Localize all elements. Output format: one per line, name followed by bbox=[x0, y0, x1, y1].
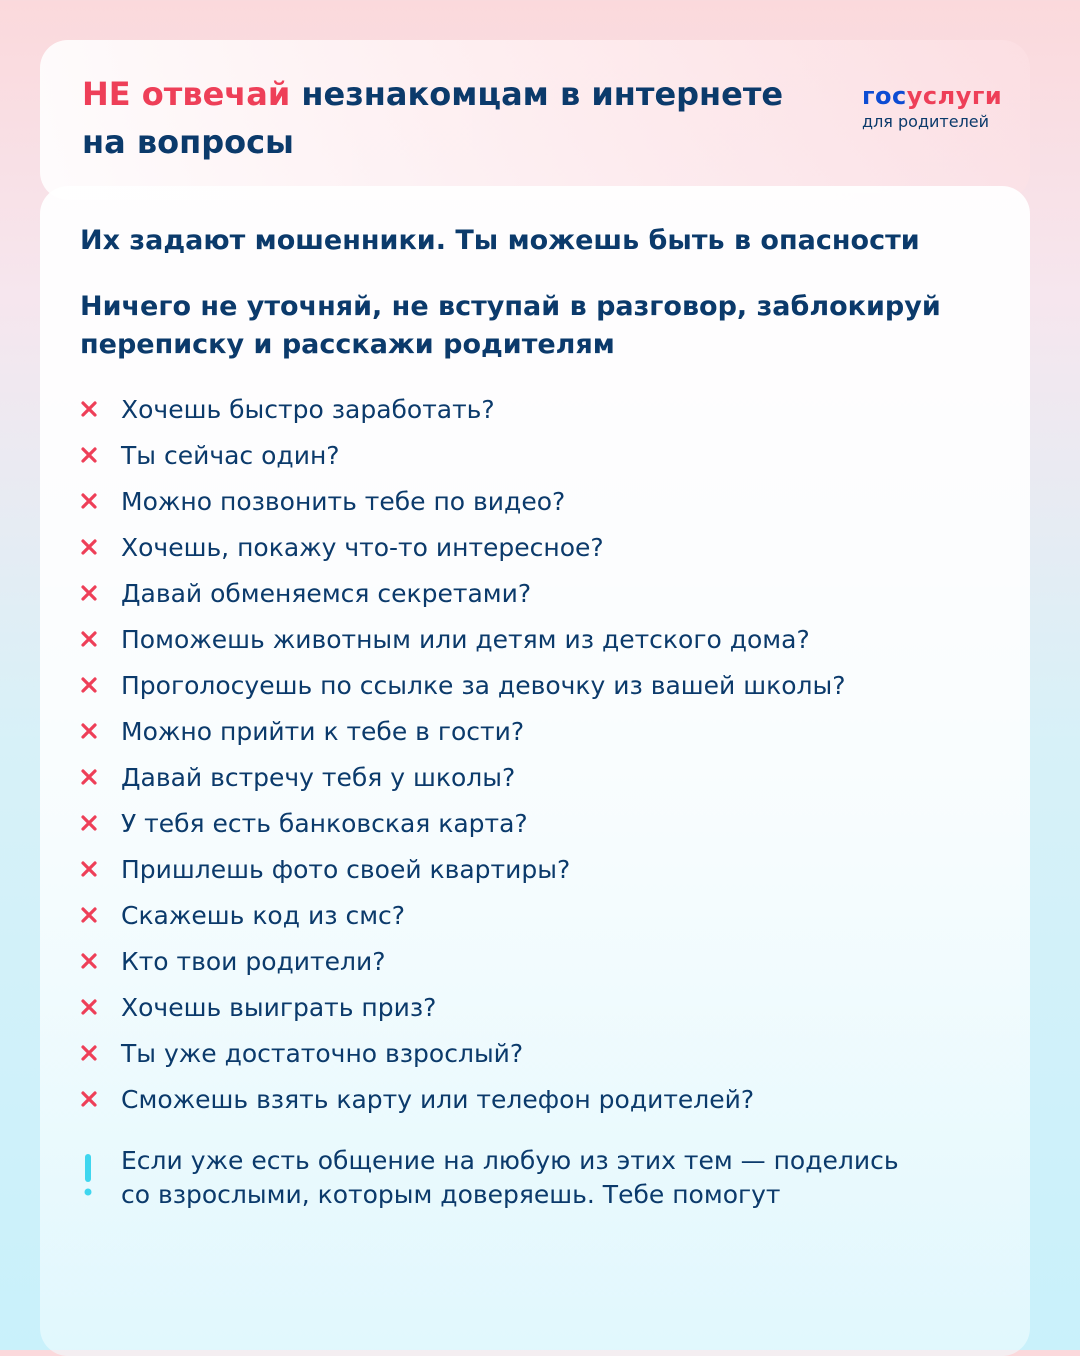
logo-part-uslugi: услуги bbox=[906, 82, 1003, 110]
logo-wordmark bbox=[862, 82, 1002, 110]
question-text: Давай встречу тебя у школы? bbox=[121, 762, 516, 792]
cross-icon bbox=[80, 814, 98, 832]
cross-icon bbox=[80, 538, 98, 556]
question-item bbox=[80, 616, 846, 662]
cross-icon bbox=[80, 492, 98, 510]
help-note-text bbox=[121, 1144, 921, 1212]
question-text: Давай обменяемся секретами? bbox=[121, 578, 532, 608]
cross-icon bbox=[80, 676, 98, 694]
question-item bbox=[80, 524, 846, 570]
page-title bbox=[82, 70, 802, 166]
question-text: Можно прийти к тебе в гости? bbox=[121, 716, 525, 746]
lead-warning: Их задают мошенники. Ты можешь быть в опасности bbox=[80, 225, 920, 256]
question-text: Хочешь выиграть приз? bbox=[121, 992, 437, 1022]
question-text: Поможешь животным или детям из детского дома? bbox=[121, 624, 810, 654]
question-item bbox=[80, 1076, 846, 1122]
question-text: Проголосуешь по ссылке за девочку из вашей школы? bbox=[121, 670, 846, 700]
logo-part-gos: гос bbox=[862, 82, 907, 110]
question-item bbox=[80, 432, 846, 478]
question-item bbox=[80, 846, 846, 892]
question-item bbox=[80, 386, 846, 432]
question-text: Ты уже достаточно взрослый? bbox=[121, 1038, 524, 1068]
title-rest: незнакомцам в интернете на вопросы bbox=[82, 75, 784, 161]
question-item bbox=[80, 708, 846, 754]
question-item bbox=[80, 984, 846, 1030]
cross-icon bbox=[80, 952, 98, 970]
cross-icon bbox=[80, 400, 98, 418]
content-card bbox=[40, 186, 1030, 1356]
questions-list bbox=[80, 386, 846, 1122]
question-text: Кто твои родители? bbox=[121, 946, 386, 976]
question-text: Можно позвонить тебе по видео? bbox=[121, 486, 566, 516]
question-item bbox=[80, 800, 846, 846]
question-text: Скажешь код из смс? bbox=[121, 900, 406, 930]
logo-subtitle: для родителей bbox=[862, 112, 990, 131]
cross-icon bbox=[80, 1044, 98, 1062]
help-note-line-1: Если уже есть общение на любую из этих тем — поделись bbox=[121, 1146, 899, 1175]
exclamation-icon bbox=[80, 1144, 96, 1202]
cross-icon bbox=[80, 584, 98, 602]
cross-icon bbox=[80, 446, 98, 464]
question-item bbox=[80, 938, 846, 984]
cross-icon bbox=[80, 722, 98, 740]
question-item bbox=[80, 570, 846, 616]
question-item bbox=[80, 892, 846, 938]
question-item bbox=[80, 1030, 846, 1076]
cross-icon bbox=[80, 998, 98, 1016]
lead-advice: Ничего не уточняй, не вступай в разговор, заблокируй переписку и расскажи родителям bbox=[80, 291, 941, 360]
cross-icon bbox=[80, 906, 98, 924]
question-text: У тебя есть банковская карта? bbox=[121, 808, 528, 838]
question-text: Ты сейчас один? bbox=[121, 440, 340, 470]
cross-icon bbox=[80, 1090, 98, 1108]
gosuslugi-logo bbox=[862, 82, 1002, 131]
question-text: Хочешь быстро заработать? bbox=[121, 394, 495, 424]
cross-icon bbox=[80, 630, 98, 648]
question-item bbox=[80, 754, 846, 800]
question-text: Хочешь, покажу что-то интересное? bbox=[121, 532, 604, 562]
question-text: Пришлешь фото своей квартиры? bbox=[121, 854, 571, 884]
cross-icon bbox=[80, 768, 98, 786]
title-accent: НЕ отвечай bbox=[82, 75, 291, 113]
cross-icon bbox=[80, 860, 98, 878]
help-note-line-2: со взрослыми, которым доверяешь. Тебе помогут bbox=[121, 1180, 781, 1209]
help-note bbox=[80, 1144, 921, 1212]
header-card bbox=[40, 40, 1030, 200]
question-item bbox=[80, 662, 846, 708]
question-text: Сможешь взять карту или телефон родителей? bbox=[121, 1084, 755, 1114]
question-item bbox=[80, 478, 846, 524]
